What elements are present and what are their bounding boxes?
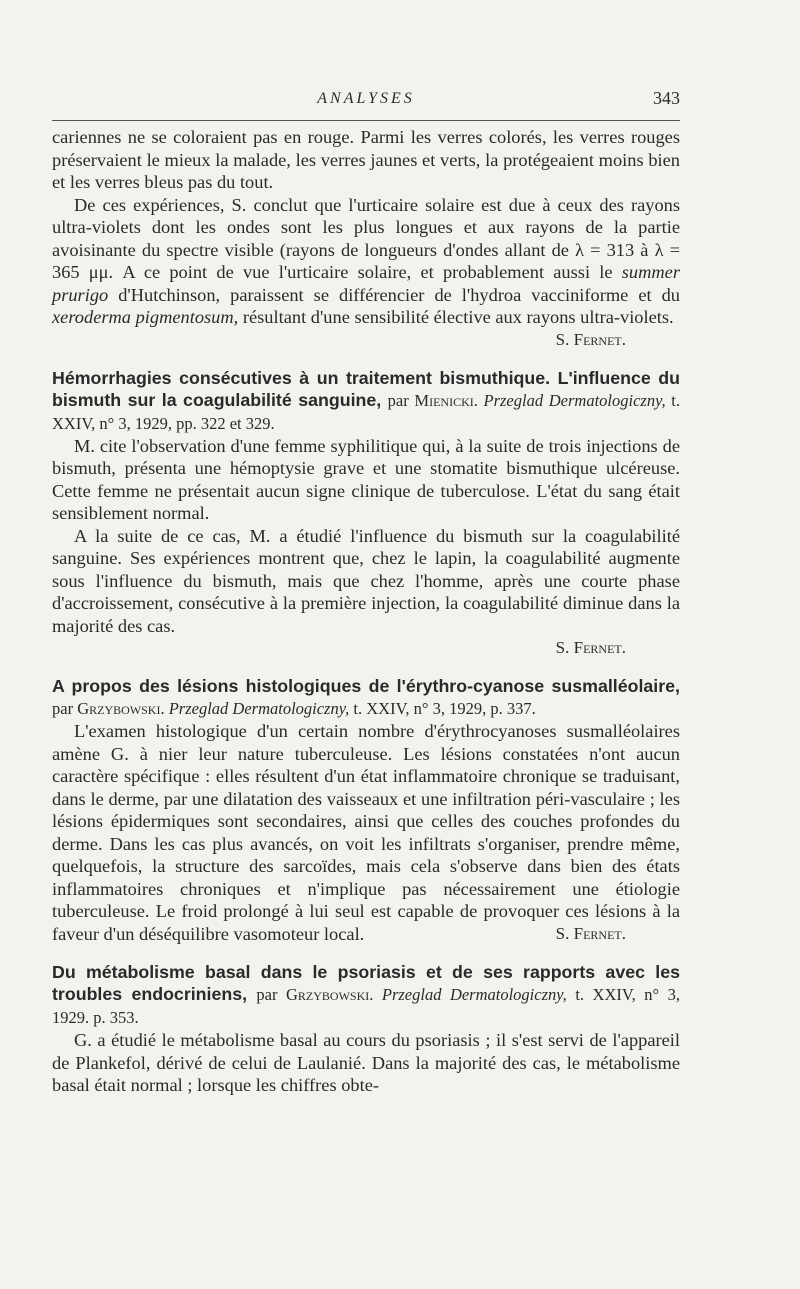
page-number: 343 [653, 88, 680, 108]
intro-paragraph-2: De ces expériences, S. conclut que l'urticaire solaire est due à ceux des rayons ultra-violets dont les ondes sont les plus longues et aux rayons de la partie avoisinante du spectre visible (rayons de longueurs d'ondes allant de λ = 313 à λ = 365 μμ. A ce point de vue l'urticaire solaire, et probablement aussi le summer prurigo d'Hutchinson, paraissent se différencier de l'hydroa vacciniforme et du xeroderma pigmentosum, résultant d'une sensibilité élective aux rayons ultra-violets. [52, 194, 680, 327]
article-1-details: t. XXIV, n° 3, 1929, pp. 322 et 329. [52, 390, 680, 433]
running-title: ANALYSES [317, 90, 415, 107]
intro-paragraph-1: cariennes ne se coloraient pas en rouge. Parmi les verres colorés, les verres rouges préservaient le mieux la malade, les verres jaunes et verts, la protégeaient moins bien et les verres bleus pas du tout. [52, 127, 680, 192]
article-1-paragraph-1: M. cite l'observation d'une femme syphilitique qui, à la suite de trois injections de bismuth, présenta une hémoptysie grave et une stomatite bismuthique ulcéreuse. Cette femme ne présentait aucun signe clinique de tuberculose. L'état du sang était sensiblement normal. [52, 435, 680, 523]
article-1-heading: Hémorrhagies consécutives à un traitement bismuthique. L'influence du bismuth sur la coagulabilité sanguine, par Mienicki. Przeglad Dermatologiczny, t. XXIV, n° 3, 1929, pp. 322 et 329. [52, 367, 680, 433]
article-2-author: Grzybowski. [77, 699, 165, 718]
article-2-paragraph-1: L'examen histologique d'un certain nombre d'érythrocyanoses susmalléolaires amène G. à nier leur nature tuberculeuse. Les lésions constatées n'ont aucun caractère spécifique : elles résultent d'un état inflammatoire chronique se traduisant, dans le derme, par une dilatation des vaisseaux et une infiltration péri-vasculaire ; les lésions épidermiques sont secondaires, ainsi que celles des couches profondes du derme. Dans les cas plus avancés, on voit les infiltrats s'organiser, prendre même, quelquefois, la structure des sarcoïdes, mais cela s'observe dans bien des états inflammatoires chroniques et n'implique pas nécessairement une étiologie tuberculeuse. Le froid prolongé à lui seul est capable de provoquer ces lésions à la faveur d'un déséquilibre vasomoteur local. [52, 721, 680, 944]
article-2-signature: S. Fernet. [555, 924, 626, 943]
article-1-journal: Przeglad Dermatologiczny, [483, 390, 666, 410]
article-1-author: Mienicki. [414, 390, 478, 410]
intro-italic-term-2: xeroderma pigmentosum [52, 307, 234, 327]
article-2-heading: A propos des lésions histologiques de l'érythro-cyanose susmalléolaire, par Grzybowski. Przeglad Dermatologiczny, t. XXIV, n° 3, 1929, p. 337. [52, 676, 680, 718]
intro-signature: S. Fernet. [555, 329, 626, 349]
article-3-author: Grzybowski. [285, 985, 374, 1004]
article-3-heading: Du métabolisme basal dans le psoriasis et de ses rapports avec les troubles endocriniens, par Grzybowski. Przeglad Dermatologiczny, t. XXIV, n° 3, 1929. p. 353. [52, 962, 680, 1027]
article-1-signature: S. Fernet. [555, 638, 626, 657]
running-header [52, 86, 680, 116]
page-body [52, 126, 680, 1097]
article-1-title: Hémorrhagies consécutives à un traitement bismuthique. L'influence du bismuth sur la coagulabilité sanguine, [52, 367, 680, 410]
intro-italic-term-1: summer prurigo [52, 262, 680, 305]
article-3-details: t. XXIV, n° 3, 1929. p. 353. [52, 985, 680, 1027]
article-2-details: t. XXIV, n° 3, 1929, p. 337. [353, 699, 536, 718]
article-2-title: A propos des lésions histologiques de l'érythro-cyanose susmalléolaire, [52, 676, 680, 696]
article-3-journal: Przeglad Dermatologiczny, [381, 985, 567, 1004]
article-3-title: Du métabolisme basal dans le psoriasis et de ses rapports avec les troubles endocriniens, [52, 962, 680, 1004]
article-2-journal: Przeglad Dermatologiczny, [168, 699, 350, 718]
article-3-paragraph-1: G. a étudié le métabolisme basal au cours du psoriasis ; il s'est servi de l'appareil de Plankefol, dérivé de celui de Laulanié. Dans la majorité des cas, le métabolisme basal était normal ; lorsque les chiffres obte- [52, 1030, 680, 1095]
header-rule [52, 120, 680, 121]
article-1-paragraph-2: A la suite de ce cas, M. a étudié l'influence du bismuth sur la coagulabilité sanguine. Ses expériences montrent que, chez le lapin, la coagulabilité augmente sous l'influence du bismuth, mais que chez l'homme, après une courte phase d'accroissement, consécutive à la première injection, la coagulabilité diminue dans la majorité des cas. [52, 525, 680, 636]
